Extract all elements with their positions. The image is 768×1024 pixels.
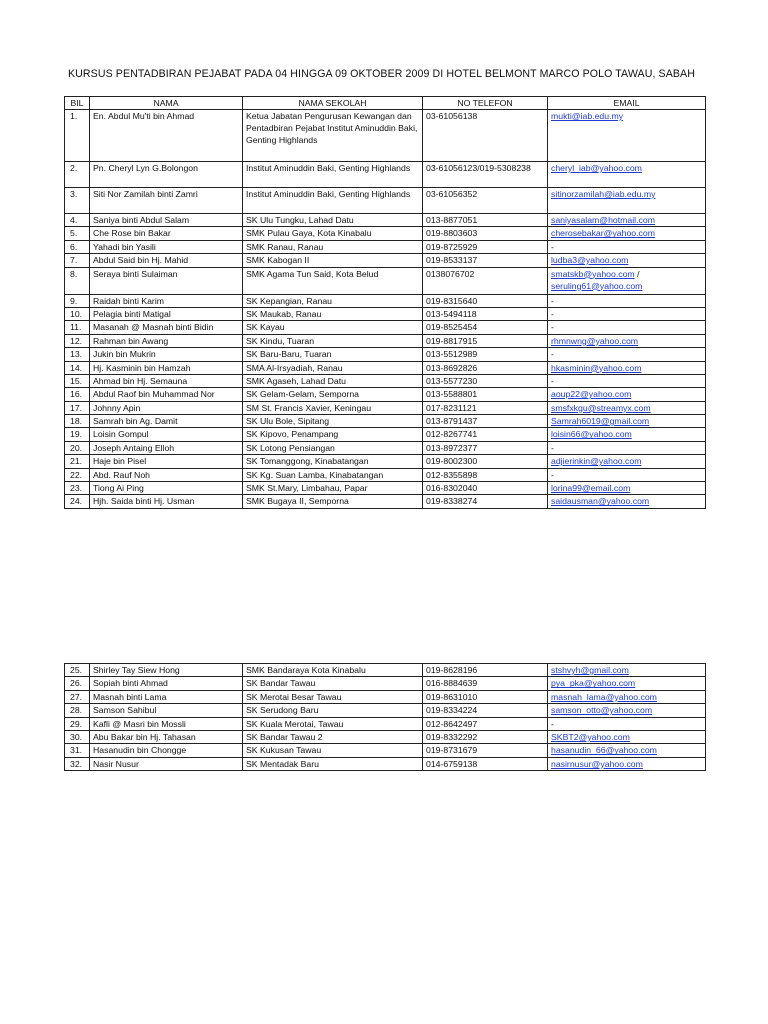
header-email: EMAIL xyxy=(548,97,706,110)
table-row xyxy=(65,240,706,253)
participant-table-part-2 xyxy=(64,663,706,771)
cell-bil: 21. xyxy=(65,455,90,468)
table-header-row xyxy=(65,97,706,110)
email-link[interactable]: seruling61@yahoo.com xyxy=(551,280,643,291)
table-row xyxy=(65,730,706,743)
email-empty: - xyxy=(551,308,554,319)
email-link[interactable]: loisin66@yahoo.com xyxy=(551,429,632,440)
header-nama: NAMA xyxy=(90,97,243,110)
email-link[interactable]: nasirnusur@yahoo.com xyxy=(551,758,643,769)
cell-email xyxy=(548,704,706,717)
cell-email xyxy=(548,690,706,703)
cell-no-telefon: 019-8817915 xyxy=(423,334,548,347)
cell-nama-sekolah: SK Merotai Besar Tawau xyxy=(243,690,423,703)
email-link[interactable]: hasanudin_66@yahoo.com xyxy=(551,745,657,756)
cell-nama-sekolah: SK Bandar Tawau 2 xyxy=(243,730,423,743)
table-row xyxy=(65,254,706,267)
cell-bil: 14. xyxy=(65,361,90,374)
table-row xyxy=(65,428,706,441)
email-empty: - xyxy=(551,295,554,306)
cell-nama-sekolah: SK Lotong Pensiangan xyxy=(243,441,423,454)
cell-bil: 8. xyxy=(65,267,90,294)
cell-nama-sekolah: SMK Agama Tun Said, Kota Belud xyxy=(243,267,423,294)
email-link[interactable]: masnah_lama@yahoo.com xyxy=(551,691,657,702)
cell-nama-sekolah: SK Gelam-Gelam, Semporna xyxy=(243,388,423,401)
header-nama-sekolah: NAMA SEKOLAH xyxy=(243,97,423,110)
table-row xyxy=(65,188,706,214)
table-row xyxy=(65,361,706,374)
cell-nama-sekolah: SMK Kabogan II xyxy=(243,254,423,267)
cell-nama: Haje bin Pisel xyxy=(90,455,243,468)
cell-nama: Samrah bin Ag. Damit xyxy=(90,415,243,428)
cell-email xyxy=(548,415,706,428)
cell-no-telefon: 019-8631010 xyxy=(423,690,548,703)
cell-nama: Pn. Cheryl Lyn G.Bolongon xyxy=(90,162,243,188)
cell-nama-sekolah: SK Tomanggong, Kinabatangan xyxy=(243,455,423,468)
cell-nama-sekolah: SK Ulu Tungku, Lahad Datu xyxy=(243,214,423,227)
cell-no-telefon: 019-8338274 xyxy=(423,495,548,508)
cell-nama-sekolah: SK Bandar Tawau xyxy=(243,677,423,690)
table-row xyxy=(65,334,706,347)
cell-nama-sekolah: SMK Agaseh, Lahad Datu xyxy=(243,374,423,387)
email-empty: - xyxy=(551,469,554,480)
table-row xyxy=(65,482,706,495)
table-row xyxy=(65,401,706,414)
table-row xyxy=(65,664,706,677)
cell-bil: 29. xyxy=(65,717,90,730)
cell-email xyxy=(548,717,706,730)
cell-bil: 12. xyxy=(65,334,90,347)
cell-email xyxy=(548,254,706,267)
email-empty: - xyxy=(551,375,554,386)
cell-bil: 26. xyxy=(65,677,90,690)
cell-bil: 6. xyxy=(65,240,90,253)
table-row xyxy=(65,294,706,307)
table-row xyxy=(65,757,706,770)
table-row xyxy=(65,348,706,361)
cell-email xyxy=(548,240,706,253)
cell-email xyxy=(548,441,706,454)
cell-nama: Rahman bin Awang xyxy=(90,334,243,347)
email-empty: - xyxy=(551,442,554,453)
cell-nama-sekolah: SK Kg. Suan Lamba, Kinabatangan xyxy=(243,468,423,481)
email-link[interactable]: SKBT2@yahoo.com xyxy=(551,731,630,742)
cell-bil: 9. xyxy=(65,294,90,307)
email-link[interactable]: aoup22@yahoo.com xyxy=(551,389,632,400)
table-row xyxy=(65,704,706,717)
cell-no-telefon: 016-8884639 xyxy=(423,677,548,690)
cell-no-telefon: 014-6759138 xyxy=(423,757,548,770)
table-row xyxy=(65,267,706,294)
cell-no-telefon: 019-8731679 xyxy=(423,744,548,757)
cell-nama: Ahmad bin Hj. Semauna xyxy=(90,374,243,387)
cell-no-telefon: 03-61056352 xyxy=(423,188,548,214)
table-row xyxy=(65,677,706,690)
cell-bil: 24. xyxy=(65,495,90,508)
email-empty: - xyxy=(551,241,554,252)
cell-nama: Kafli @ Masri bin Mossli xyxy=(90,717,243,730)
cell-nama: Saniya binti Abdul Salam xyxy=(90,214,243,227)
table-row xyxy=(65,162,706,188)
cell-email xyxy=(548,267,706,294)
table-row xyxy=(65,744,706,757)
email-link[interactable]: stshvyh@gmail.com xyxy=(551,665,629,675)
cell-email xyxy=(548,162,706,188)
cell-no-telefon: 013-5494118 xyxy=(423,307,548,320)
cell-bil: 7. xyxy=(65,254,90,267)
cell-email xyxy=(548,388,706,401)
email-link[interactable]: Samrah6019@gmail.com xyxy=(551,416,650,427)
table-row xyxy=(65,110,706,162)
cell-nama-sekolah: Ketua Jabatan Pengurusan Kewangan dan Pentadbiran Pejabat Institut Aminuddin Baki, Genting Highlands xyxy=(243,110,423,162)
email-empty: - xyxy=(551,718,554,729)
email-link[interactable]: adjierinkin@yahoo.com xyxy=(551,456,642,467)
table-row xyxy=(65,717,706,730)
cell-email xyxy=(548,744,706,757)
cell-nama-sekolah: SK Serudong Baru xyxy=(243,704,423,717)
cell-no-telefon: 019-8525454 xyxy=(423,321,548,334)
cell-bil: 32. xyxy=(65,757,90,770)
cell-no-telefon: 019-8334224 xyxy=(423,704,548,717)
cell-email xyxy=(548,664,706,677)
cell-email xyxy=(548,188,706,214)
cell-nama: Hasanudin bin Chongge xyxy=(90,744,243,757)
cell-bil: 4. xyxy=(65,214,90,227)
cell-nama-sekolah: SK Mentadak Baru xyxy=(243,757,423,770)
cell-nama-sekolah: SK Kuala Merotai, Tawau xyxy=(243,717,423,730)
cell-email xyxy=(548,214,706,227)
cell-nama: En. Abdul Mu'ti bin Ahmad xyxy=(90,110,243,162)
cell-bil: 15. xyxy=(65,374,90,387)
cell-no-telefon: 012-8642497 xyxy=(423,717,548,730)
cell-email xyxy=(548,374,706,387)
cell-bil: 19. xyxy=(65,428,90,441)
email-separator: / xyxy=(634,268,640,279)
cell-nama: Pelagia binti Matigal xyxy=(90,307,243,320)
cell-nama: Hj. Kasminin bin Hamzah xyxy=(90,361,243,374)
table-row xyxy=(65,455,706,468)
cell-email xyxy=(548,321,706,334)
cell-email xyxy=(548,455,706,468)
cell-nama: Masanah @ Masnah binti Bidin xyxy=(90,321,243,334)
cell-email xyxy=(548,482,706,495)
cell-email xyxy=(548,428,706,441)
cell-bil: 3. xyxy=(65,188,90,214)
table-row xyxy=(65,227,706,240)
cell-nama: Seraya binti Sulaiman xyxy=(90,267,243,294)
cell-no-telefon: 03-61056123/019-5308238 xyxy=(423,162,548,188)
email-link[interactable]: sitinorzamilah@iab.edu.my xyxy=(551,189,656,199)
cell-no-telefon: 019-8533137 xyxy=(423,254,548,267)
cell-email xyxy=(548,334,706,347)
cell-no-telefon: 013-8692826 xyxy=(423,361,548,374)
table-row xyxy=(65,415,706,428)
cell-nama-sekolah: SMK St.Mary, Limbahau, Papar xyxy=(243,482,423,495)
table-row xyxy=(65,214,706,227)
cell-bil: 27. xyxy=(65,690,90,703)
cell-bil: 31. xyxy=(65,744,90,757)
cell-email xyxy=(548,227,706,240)
cell-email xyxy=(548,294,706,307)
cell-bil: 28. xyxy=(65,704,90,717)
cell-bil: 1. xyxy=(65,110,90,162)
cell-email xyxy=(548,677,706,690)
cell-no-telefon: 019-8628196 xyxy=(423,664,548,677)
cell-nama-sekolah: SK Baru-Baru, Tuaran xyxy=(243,348,423,361)
cell-nama-sekolah: SK Ulu Bole, Sipitang xyxy=(243,415,423,428)
header-bil: BIL xyxy=(65,97,90,110)
cell-bil: 23. xyxy=(65,482,90,495)
cell-email xyxy=(548,348,706,361)
cell-nama-sekolah: SK Kayau xyxy=(243,321,423,334)
cell-nama-sekolah: SMA Al-Irsyadiah, Ranau xyxy=(243,361,423,374)
cell-email xyxy=(548,110,706,162)
cell-no-telefon: 012-8267741 xyxy=(423,428,548,441)
cell-nama-sekolah: Institut Aminuddin Baki, Genting Highlands xyxy=(243,188,423,214)
cell-no-telefon: 013-5512989 xyxy=(423,348,548,361)
cell-no-telefon: 016-8302040 xyxy=(423,482,548,495)
cell-email xyxy=(548,401,706,414)
cell-no-telefon: 013-5577230 xyxy=(423,374,548,387)
cell-no-telefon: 012-8355898 xyxy=(423,468,548,481)
cell-bil: 13. xyxy=(65,348,90,361)
email-link[interactable]: mukti@iab.edu.my xyxy=(551,111,624,121)
table-row xyxy=(65,468,706,481)
cell-nama-sekolah: SMK Pulau Gaya, Kota Kinabalu xyxy=(243,227,423,240)
cell-no-telefon: 019-8002300 xyxy=(423,455,548,468)
cell-nama: Hjh. Saida binti Hj. Usman xyxy=(90,495,243,508)
table-row xyxy=(65,690,706,703)
email-link[interactable]: smatskb@yahoo.com xyxy=(551,268,635,279)
cell-bil: 30. xyxy=(65,730,90,743)
cell-nama-sekolah: SK Kepangian, Ranau xyxy=(243,294,423,307)
cell-nama: Shirley Tay Siew Hong xyxy=(90,664,243,677)
email-link[interactable]: saidausman@yahoo.com xyxy=(551,496,650,507)
cell-nama: Siti Nor Zamilah binti Zamri xyxy=(90,188,243,214)
cell-nama: Sopiah binti Ahmad xyxy=(90,677,243,690)
email-link[interactable]: ludba3@yahoo.com xyxy=(551,255,629,266)
email-link[interactable]: samson_otto@yahoo.com xyxy=(551,705,653,716)
cell-email xyxy=(548,757,706,770)
cell-nama-sekolah: SK Kindu, Tuaran xyxy=(243,334,423,347)
cell-bil: 17. xyxy=(65,401,90,414)
email-empty: - xyxy=(551,349,554,360)
cell-nama-sekolah: Institut Aminuddin Baki, Genting Highlands xyxy=(243,162,423,188)
table-body-part-2 xyxy=(65,664,706,771)
cell-nama: Raidah binti Karim xyxy=(90,294,243,307)
cell-no-telefon: 019-8315640 xyxy=(423,294,548,307)
cell-nama: Samson Sahibul xyxy=(90,704,243,717)
cell-no-telefon: 013-8791437 xyxy=(423,415,548,428)
cell-nama: Jukin bin Mukrin xyxy=(90,348,243,361)
table-row xyxy=(65,441,706,454)
cell-no-telefon: 019-8803603 xyxy=(423,227,548,240)
cell-bil: 5. xyxy=(65,227,90,240)
cell-nama: Abu Bakar bin Hj. Tahasan xyxy=(90,730,243,743)
cell-nama: Yahadi bin Yasili xyxy=(90,240,243,253)
email-link[interactable]: rhmnwng@yahoo.com xyxy=(551,335,639,346)
cell-bil: 22. xyxy=(65,468,90,481)
cell-nama: Che Rose bin Bakar xyxy=(90,227,243,240)
cell-no-telefon: 013-8877051 xyxy=(423,214,548,227)
table-row xyxy=(65,374,706,387)
document-title: KURSUS PENTADBIRAN PEJABAT PADA 04 HINGGA 09 OKTOBER 2009 DI HOTEL BELMONT MARCO POLO TAWAU, SABAH xyxy=(68,68,695,80)
table-row xyxy=(65,321,706,334)
cell-no-telefon: 019-8725929 xyxy=(423,240,548,253)
cell-no-telefon: 0138076702 xyxy=(423,267,548,294)
cell-bil: 10. xyxy=(65,307,90,320)
header-no-telefon: NO TELEFON xyxy=(423,97,548,110)
cell-bil: 20. xyxy=(65,441,90,454)
email-link[interactable]: hkasminin@yahoo.com xyxy=(551,362,642,373)
cell-nama-sekolah: SMK Bandaraya Kota Kinabalu xyxy=(243,664,423,677)
cell-nama: Joseph Antaing Elloh xyxy=(90,441,243,454)
cell-nama-sekolah: SK Kukusan Tawau xyxy=(243,744,423,757)
cell-email xyxy=(548,307,706,320)
cell-no-telefon: 013-8972377 xyxy=(423,441,548,454)
email-link[interactable]: cheryl_iab@yahoo.com xyxy=(551,163,642,173)
table-row xyxy=(65,495,706,508)
cell-nama: Abdul Said bin Hj. Mahid xyxy=(90,254,243,267)
email-link[interactable]: saniyasalam@hotmail.com xyxy=(551,215,655,225)
cell-nama: Abd. Rauf Noh xyxy=(90,468,243,481)
email-link[interactable]: pya_pka@yahoo.com xyxy=(551,678,636,689)
cell-nama: Abdul Raof bin Muhammad Nor xyxy=(90,388,243,401)
cell-bil: 2. xyxy=(65,162,90,188)
email-link[interactable]: smsfxkgu@streamyx.com xyxy=(551,402,651,413)
cell-nama: Tiong Ai Ping xyxy=(90,482,243,495)
email-link[interactable]: cherosebakar@yahoo.com xyxy=(551,228,655,239)
table-row xyxy=(65,307,706,320)
cell-email xyxy=(548,361,706,374)
cell-nama-sekolah: SMK Ranau, Ranau xyxy=(243,240,423,253)
email-link[interactable]: lorina99@email.com xyxy=(551,483,631,494)
cell-email xyxy=(548,468,706,481)
cell-no-telefon: 017-8231121 xyxy=(423,401,548,414)
cell-nama: Masnah binti Lama xyxy=(90,690,243,703)
cell-no-telefon: 03-61056138 xyxy=(423,110,548,162)
cell-nama: Nasir Nusur xyxy=(90,757,243,770)
cell-bil: 25. xyxy=(65,664,90,677)
cell-nama: Johnny Apin xyxy=(90,401,243,414)
cell-email xyxy=(548,495,706,508)
cell-nama-sekolah: SMK Bugaya II, Semporna xyxy=(243,495,423,508)
cell-email xyxy=(548,730,706,743)
table-row xyxy=(65,388,706,401)
cell-nama: Loisin Gompul xyxy=(90,428,243,441)
table-body-part-1 xyxy=(65,110,706,509)
cell-nama-sekolah: SK Kipovo, Penampang xyxy=(243,428,423,441)
email-empty: - xyxy=(551,322,554,333)
cell-no-telefon: 013-5588801 xyxy=(423,388,548,401)
cell-nama-sekolah: SK Maukab, Ranau xyxy=(243,307,423,320)
cell-bil: 18. xyxy=(65,415,90,428)
cell-no-telefon: 019-8332292 xyxy=(423,730,548,743)
cell-bil: 16. xyxy=(65,388,90,401)
participant-table-part-1 xyxy=(64,96,706,509)
cell-nama-sekolah: SM St. Francis Xavier, Keningau xyxy=(243,401,423,414)
cell-bil: 11. xyxy=(65,321,90,334)
